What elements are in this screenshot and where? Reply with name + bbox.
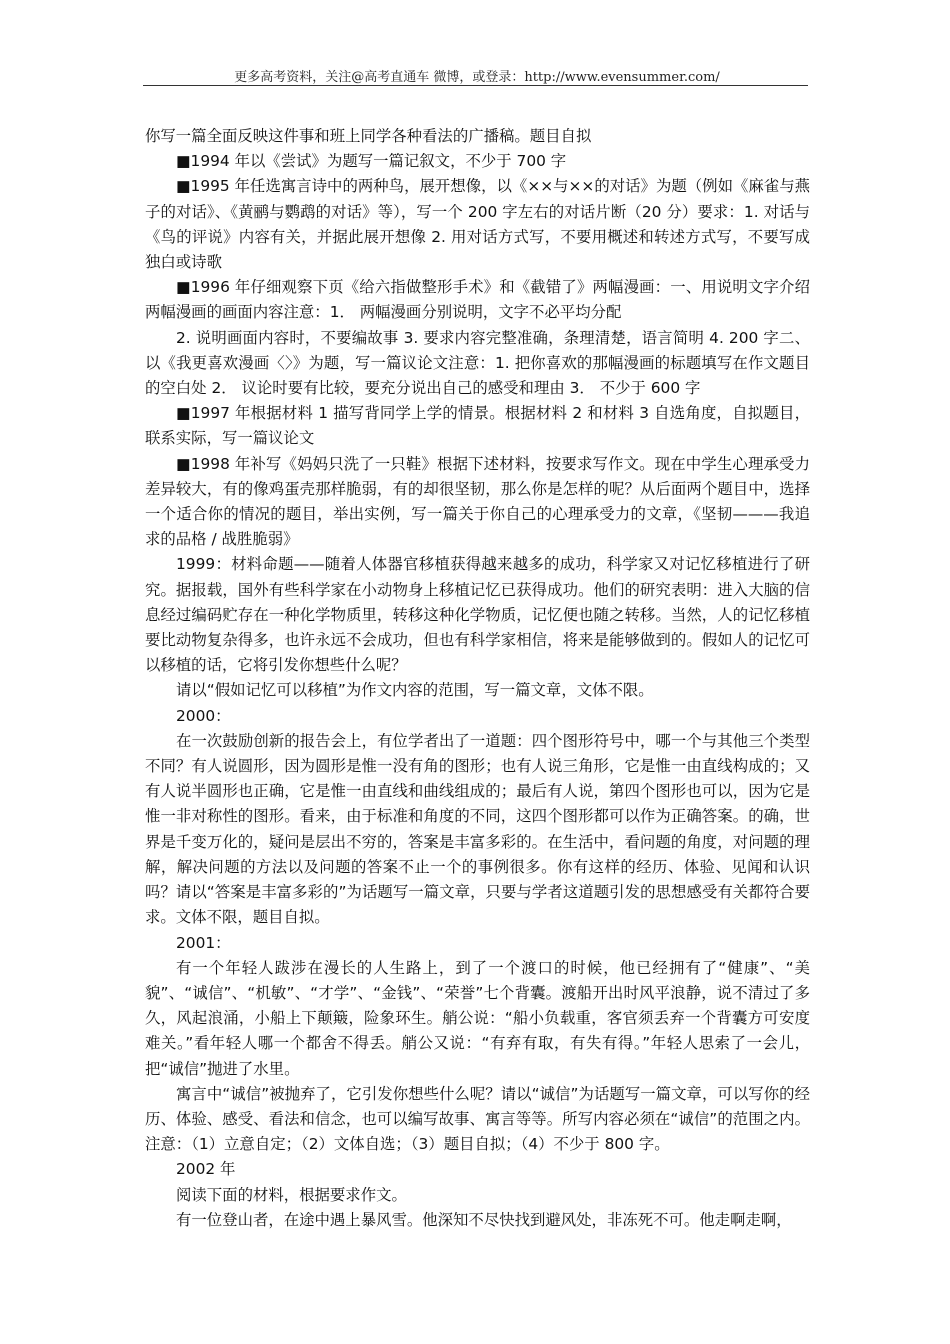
paragraph: 有一个年轻人跋涉在漫长的人生路上，到了一个渡口的时候，他已经拥有了“健康”、“美貌”、“诚信”、“机敏”、“才学”、“金钱”、“荣誉”七个背囊。渡船开出时风平浪静，说不清过了多久，风起浪涌，小船上下颠簸，险象环生。艄公说：“船小负载重，客官须丢弃一个背囊方可安度难关。”看年轻人哪一个都舍不得丢。艄公又说：“有弃有取，有失有得。”年轻人思索了一会儿，把“诚信”抛进了水里。 xyxy=(145,958,810,1078)
paragraph: 2000： xyxy=(176,706,231,725)
paragraph: ■1997 年根据材料 1 描写背同学上学的情景。根据材料 2 和材料 3 自选角度，自拟题目，联系实际，写一篇议论文 xyxy=(145,404,810,448)
paragraph: ■1998 年补写《妈妈只洗了一只鞋》根据下述材料，按要求写作文。现在中学生心理承受力差异较大，有的像鸡蛋壳那样脆弱，有的却很坚韧，那么你是怎样的呢？从后面两个题目中，选择一个适合你的情况的题目，举出实例，写一篇关于你自己的心理承受力的文章，《坚韧———我追求的品格 / 战胜脆弱》 xyxy=(145,454,810,549)
paragraph: ■1994 年以《尝试》为题写一篇记叙文，不少于 700 字 xyxy=(176,152,567,171)
paragraph: 寓言中“诚信”被抛弃了，它引发你想些什么呢？请以“诚信”为话题写一篇文章，可以写你的经历、体验、感受、看法和信念，也可以编写故事、寓言等等。所写内容必须在“诚信”的范围之内。注意：（1）立意自定；（2）文体自选；（3）题目自拟；（4）不少于 800 字。 xyxy=(145,1084,810,1154)
paragraph: 在一次鼓励创新的报告会上，有位学者出了一道题：四个图形符号中，哪一个与其他三个类型不同？有人说圆形，因为圆形是惟一没有角的图形；也有人说三角形，它是惟一由直线构成的；又有人说半圆形也正确，它是惟一由直线和曲线组成的；最后有人说，第四个图形也可以，因为它是惟一非对称性的图形。看来，由于标准和角度的不同，这四个图形都可以作为正确答案。的确，世界是千变万化的，疑问是层出不穷的，答案是丰富多彩的。在生活中，看问题的角度，对问题的理解，解决问题的方法以及问题的答案不止一个的事例很多。你有这样的经历、体验、见闻和认识吗？请以“答案是丰富多彩的”为话题写一篇文章，只要与学者这道题引发的思想感受有关都符合要求。文体不限，题目自拟。 xyxy=(145,731,810,927)
paragraph: 2002 年 xyxy=(176,1160,236,1179)
paragraph: 2001： xyxy=(176,933,231,952)
header-rule xyxy=(143,85,808,86)
document-body xyxy=(145,124,810,1233)
paragraph: ■1996 年仔细观察下页《给六指做整形手术》和《截错了》两幅漫画：一、用说明文字介绍两幅漫画的画面内容注意：1． 两幅漫画分别说明，文字不必平均分配 xyxy=(145,278,810,322)
paragraph: 2. 说明画面内容时，不要编故事 3. 要求内容完整准确，条理清楚，语言简明 4. 200 字二、以《我更喜欢漫画〈〉》为题，写一篇议论文注意：1. 把你喜欢的那幅漫画的标题填写在作文题目的空白处 2． 议论时要有比较，要充分说出自己的感受和理由 3． 不少于 600 字 xyxy=(145,328,810,398)
paragraph: 请以“假如记忆可以移植”为作文内容的范围，写一篇文章，文体不限。 xyxy=(176,681,654,700)
paragraph: 阅读下面的材料，根据要求作文。 xyxy=(176,1185,407,1204)
paragraph: 1999：材料命题——随着人体器官移植获得越来越多的成功，科学家又对记忆移植进行了研究。据报载，国外有些科学家在小动物身上移植记忆已获得成功。他们的研究表明：进入大脑的信息经过编码贮存在一种化学物质里，转移这种化学物质，记忆便也随之转移。当然，人的记忆移植要比动物复杂得多，也许永远不会成功，但也有科学家相信，将来是能够做到的。假如人的记忆可以移植的话，它将引发你想些什么呢？ xyxy=(145,555,810,675)
paragraph: 你写一篇全面反映这件事和班上同学各种看法的广播稿。题目自拟 xyxy=(145,127,592,145)
paragraph: ■1995 年任选寓言诗中的两种鸟，展开想像，以《××与××的对话》为题（例如《麻雀与燕子的对话》、《黄鹂与鹦鹉的对话》等），写一个 200 字左右的对话片断（20 分）要求：1. 对话与《鸟的评说》内容有关，并据此展开想像 2. 用对话方式写，不要用概述和转述方式写，不要写成独白或诗歌 xyxy=(145,177,810,272)
paragraph: 有一位登山者，在途中遇上暴风雪。他深知不尽快找到避风处，非冻死不可。他走啊走啊， xyxy=(176,1210,792,1229)
page-header: 更多高考资料，关注@高考直通车 微博，或登录：http://www.evensummer.com/ xyxy=(234,70,720,85)
